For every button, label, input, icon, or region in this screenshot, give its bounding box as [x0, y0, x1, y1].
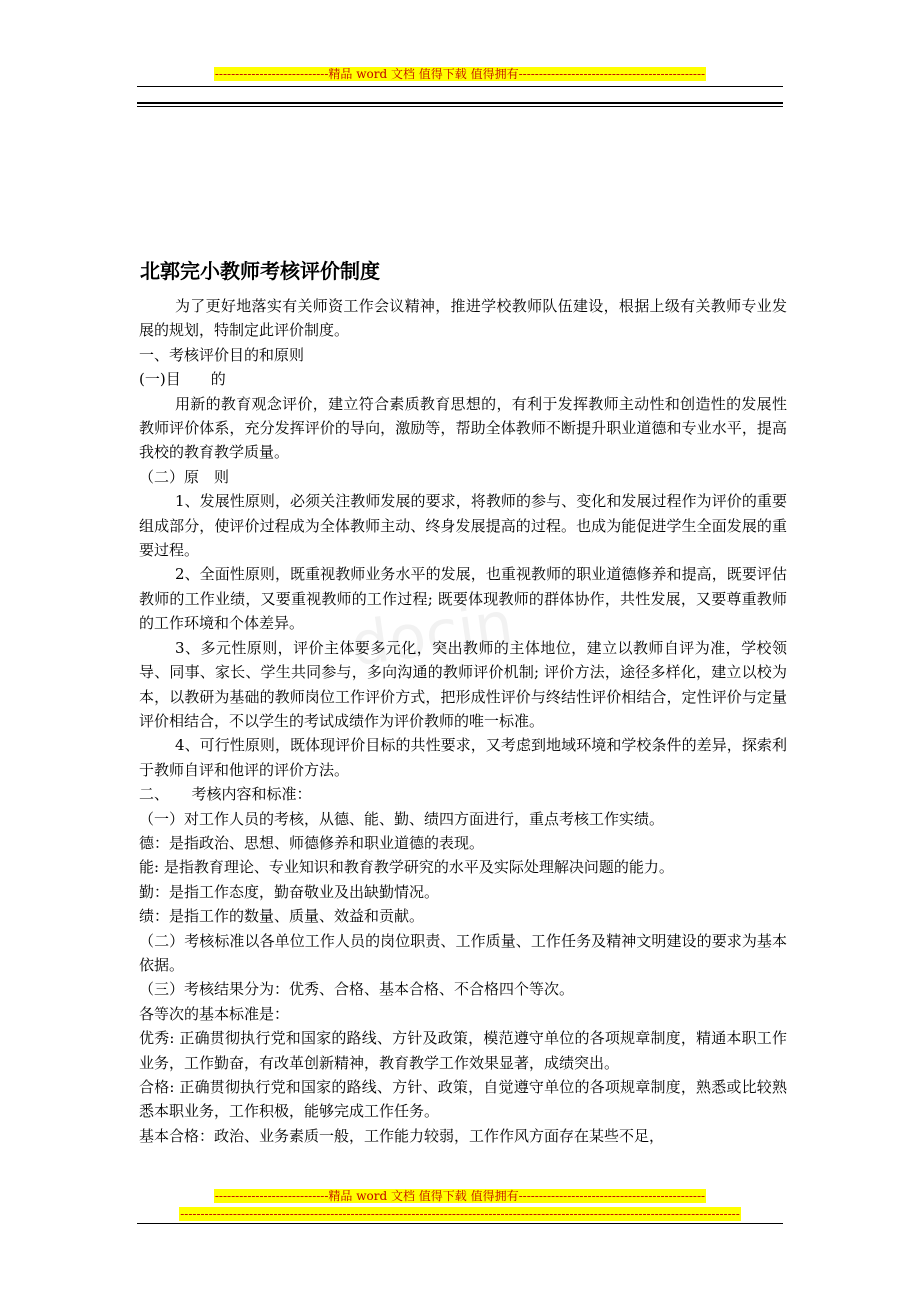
paragraph: 用新的教育观念评价，建立符合素质教育思想的，有利于发挥教师主动性和创造性的发展性教师评价体系，充分发挥评价的导向，激励等，帮助全体教师不断提升职业道德和专业水平，提高我校的教育教学质量。	[139, 394, 787, 462]
paragraph: 优秀: 正确贯彻执行党和国家的路线、方针及政策，模范遵守单位的各项规章制度，精通本职工作业务，工作勤奋，有改革创新精神，教育教学工作效果显著，成绩突出。	[139, 1029, 787, 1072]
header-banner	[0, 66, 920, 82]
footer-banner	[0, 1188, 920, 1204]
section-heading: 二、 考核内容和标准：	[139, 785, 312, 804]
paragraph: （二）考核标准以各单位工作人员的岗位职责、工作质量、工作任务及精神文明建设的要求为基本依据。	[139, 931, 787, 974]
paragraph: 2、全面性原则，既重视教师业务水平的发展，也重视教师的职业道德修养和提高，既要评估教师的工作业绩，又要重视教师的工作过程; 既要体现教师的群体协作，共性发展，又要尊重教师的工作环境和个体差异。	[139, 565, 787, 633]
footer-banner-text: ----------------------------精品 word 文档 值得下载 值得拥有----------------------------------------------	[214, 1189, 706, 1203]
header-banner-text: ----------------------------精品 word 文档 值得下载 值得拥有----------------------------------------------	[214, 67, 706, 81]
header-rule-bottom	[137, 106, 783, 107]
document-title: 北郭完小教师考核评价制度	[140, 259, 380, 283]
subsection-heading: （二）原 则	[139, 467, 230, 486]
paragraph: 勤：是指工作态度，勤奋敬业及出缺勤情况。	[139, 882, 440, 901]
paragraph: 基本合格：政治、业务素质一般，工作能力较弱，工作作风方面存在某些不足，	[139, 1126, 665, 1145]
paragraph: 4、可行性原则，既体现评价目标的共性要求，又考虑到地域环境和学校条件的差异，探索利于教师自评和他评的评价方法。	[139, 736, 787, 779]
header-rule-thick	[137, 102, 783, 104]
subsection-heading: (一)目 的	[139, 370, 226, 389]
paragraph: 3、多元性原则，评价主体要多元化，突出教师的主体地位，建立以教师自评为准，学校领导、同事、家长、学生共同参与，多向沟通的教师评价机制; 评价方法，途径多样化，建立以校为本，以教研为基础的教师岗位工作评价方式，把形成性评价与终结性评价相结合，定性评价与定量评价相结合，不以学生的考试成绩作为评价教师的唯一标准。	[139, 638, 787, 730]
paragraph: 各等次的基本标准是：	[139, 1004, 290, 1023]
section-heading: 一、考核评价目的和原则	[139, 345, 305, 364]
intro-paragraph: 为了更好地落实有关师资工作会议精神，推进学校教师队伍建设，根据上级有关教师专业发展的规划，特制定此评价制度。	[139, 297, 787, 340]
paragraph: （一）对工作人员的考核，从德、能、勤、绩四方面进行，重点考核工作实绩。	[139, 809, 665, 828]
paragraph: 德：是指政治、思想、师德修养和职业道德的表现。	[139, 833, 485, 852]
paragraph: 绩：是指工作的数量、质量、效益和贡献。	[139, 907, 425, 926]
watermark: docin	[346, 588, 518, 681]
footer-rule	[137, 1223, 783, 1224]
paragraph: （三）考核结果分为：优秀、合格、基本合格、不合格四个等次。	[139, 980, 575, 999]
footer-dashes	[0, 1206, 920, 1222]
paragraph: 1、发展性原则，必须关注教师发展的要求，将教师的参与、变化和发展过程作为评价的重要组成部分，使评价过程成为全体教师主动、终身发展提高的过程。也成为能促进学生全面发展的重要过程。	[139, 492, 787, 560]
footer-dashes-text: ------------------------------------------------------------------------------------------------------------------------------------------	[180, 1207, 740, 1221]
paragraph: 能: 是指教育理论、专业知识和教育教学研究的水平及实际处理解决问题的能力。	[139, 858, 674, 877]
paragraph: 合格: 正确贯彻执行党和国家的路线、方针、政策，自觉遵守单位的各项规章制度，熟悉或比较熟悉本职业务，工作积极，能够完成工作任务。	[139, 1078, 787, 1121]
document-body	[139, 294, 787, 1148]
header-rule-thin	[137, 86, 783, 87]
